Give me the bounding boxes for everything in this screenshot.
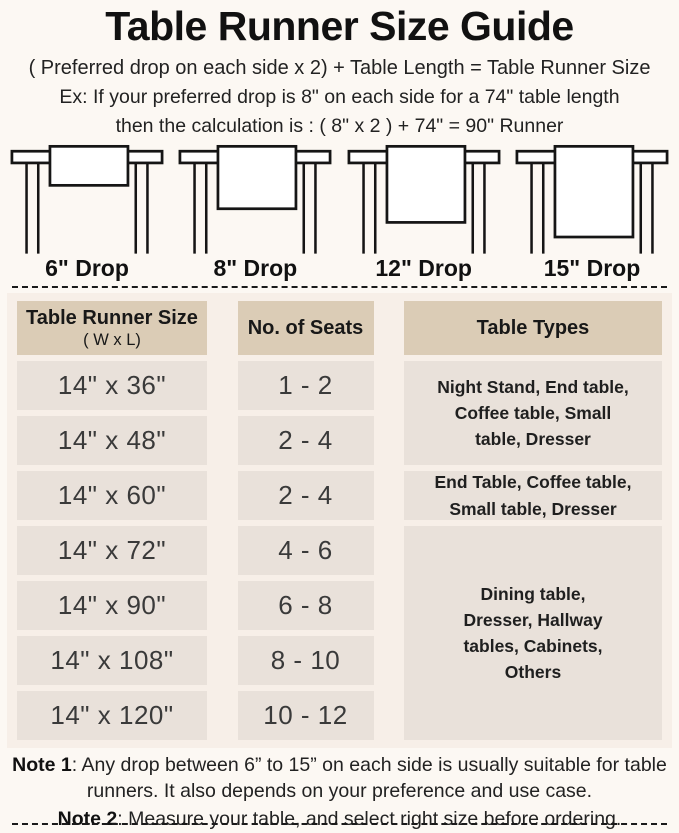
table-runner-8-drop-illustration — [177, 144, 333, 254]
drop-diagram-8 — [174, 144, 336, 282]
size-cell-row1: 14" x 36" — [17, 361, 207, 410]
size-cell-row6: 14" x 108" — [17, 636, 207, 685]
size-cell-row2: 14" x 48" — [17, 416, 207, 465]
seats-cell-row3: 2 - 4 — [238, 471, 374, 520]
drop-diagram-6 — [6, 144, 168, 282]
header-runner-size — [17, 301, 207, 355]
size-cell-row3: 14" x 60" — [17, 471, 207, 520]
bottom-dashed-divider — [12, 823, 667, 825]
seats-cell-row1: 1 - 2 — [238, 361, 374, 410]
table-types-group-3-text: Dining table, Dresser, Hallway tables, Cabinets, Others — [463, 583, 603, 683]
table-runner-15-drop-illustration — [514, 144, 670, 254]
drop-diagrams — [0, 138, 679, 282]
table-types-group-1-text: Night Stand, End table, Coffee table, Small table, Dresser — [437, 376, 629, 450]
notes-section — [0, 753, 679, 833]
table-runner-12-drop-illustration — [346, 144, 502, 254]
size-cell-row4: 14" x 72" — [17, 526, 207, 575]
drop-label: 15" Drop — [543, 255, 641, 281]
page-title: Table Runner Size Guide — [105, 3, 574, 49]
note-2 — [8, 807, 671, 833]
seats-cell-row6: 8 - 10 — [238, 636, 374, 685]
drop-diagram-12 — [343, 144, 505, 282]
table-types-group-2 — [404, 471, 662, 520]
header-seats: No. of Seats — [238, 301, 374, 355]
example-line-1: Ex: If your preferred drop is 8" on each side for a 74" table length — [59, 86, 620, 108]
size-cell-row5: 14" x 90" — [17, 581, 207, 630]
note-1-label: Note 1 — [12, 754, 72, 776]
header-runner-size-subtitle: ( W x L) — [83, 330, 141, 349]
seats-cell-row2: 2 - 4 — [238, 416, 374, 465]
header-runner-size-title: Table Runner Size — [26, 306, 198, 329]
note-2-text: : Measure your table, and select right size before ordering. — [117, 808, 622, 831]
seats-cell-row7: 10 - 12 — [238, 691, 374, 740]
drop-label: 12" Drop — [375, 255, 472, 281]
note-2-label: Note 2 — [57, 808, 118, 831]
size-guide-table — [7, 293, 672, 748]
table-types-group-3 — [404, 526, 662, 740]
table-types-group-2-text: End Table, Coffee table, Small table, Dresser — [434, 472, 632, 519]
example-line-2: then the calculation is : ( 8" x 2 ) + 74" = 90" Runner — [115, 115, 564, 137]
drop-label: 8" Drop — [213, 255, 298, 281]
formula-text: ( Preferred drop on each side x 2) + Table Length = Table Runner Size — [28, 57, 651, 79]
drop-diagram-15 — [511, 144, 673, 282]
note-1-text: : Any drop between 6” to 15” on each side is usually suitable for table runners. It also depends on your preference and use case. — [71, 754, 667, 802]
table-types-group-1 — [404, 361, 662, 465]
note-1 — [8, 753, 671, 804]
size-cell-row7: 14" x 120" — [17, 691, 207, 740]
seats-cell-row5: 6 - 8 — [238, 581, 374, 630]
header-table-types: Table Types — [404, 301, 662, 355]
dashed-divider — [12, 286, 667, 288]
table-runner-6-drop-illustration — [9, 144, 165, 254]
drop-label: 6" Drop — [45, 255, 129, 281]
seats-cell-row4: 4 - 6 — [238, 526, 374, 575]
